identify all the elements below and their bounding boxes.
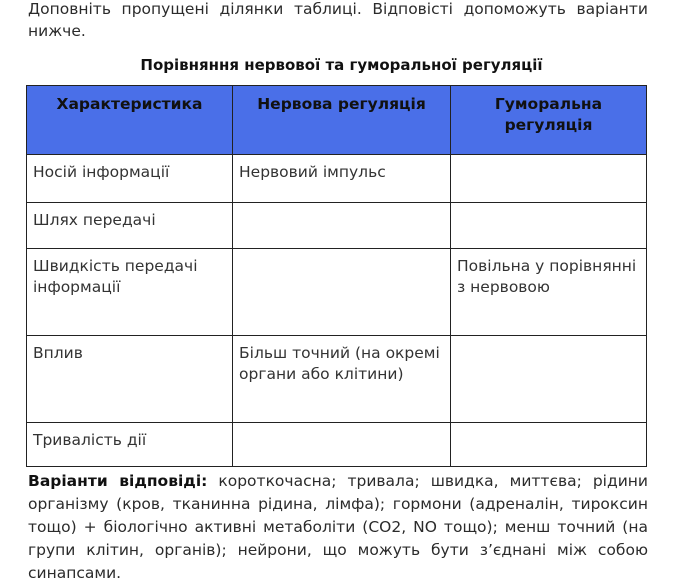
cell-humoral[interactable]: Повільна у порівнянні з нервовою bbox=[451, 249, 647, 336]
answer-options bbox=[28, 470, 648, 585]
table-row bbox=[27, 155, 647, 203]
table-row bbox=[27, 336, 647, 423]
cell-characteristic: Вплив bbox=[27, 336, 233, 423]
cell-humoral[interactable] bbox=[451, 155, 647, 203]
cell-characteristic: Тривалість дії bbox=[27, 423, 233, 467]
header-nervous: Нервова регуляція bbox=[233, 86, 451, 155]
cell-humoral[interactable] bbox=[451, 423, 647, 467]
cell-nervous[interactable] bbox=[233, 423, 451, 467]
cell-characteristic: Носій інформації bbox=[27, 155, 233, 203]
header-humoral: Гуморальна регуляція bbox=[451, 86, 647, 155]
table-row bbox=[27, 249, 647, 336]
cell-humoral[interactable] bbox=[451, 203, 647, 249]
cell-nervous[interactable]: Більш точний (на окремі органи або клітини) bbox=[233, 336, 451, 423]
comparison-table bbox=[26, 85, 647, 467]
cell-characteristic: Швидкість передачі інформації bbox=[27, 249, 233, 336]
cell-humoral[interactable] bbox=[451, 336, 647, 423]
cell-characteristic: Шлях передачі bbox=[27, 203, 233, 249]
answer-options-text: короткочасна; тривала; швидка, миттєва; рідини організму (кров, тканинна рідина, лімфа); гормони (адреналін, тироксин тощо) + біологічно активні метаболіти (CO2, NO тощо); менш точний (на групи клітин, органів); нейрони, що можуть бути з’єднані між собою синапсами. bbox=[28, 472, 648, 582]
cell-nervous[interactable]: Нервовий імпульс bbox=[233, 155, 451, 203]
table-header-row bbox=[27, 86, 647, 155]
cell-nervous[interactable] bbox=[233, 249, 451, 336]
table-row bbox=[27, 203, 647, 249]
instructions-text: Доповніть пропущені ділянки таблиці. Відповісті допоможуть варіанти нижче. bbox=[28, 0, 648, 40]
cell-nervous[interactable] bbox=[233, 203, 451, 249]
table-row bbox=[27, 423, 647, 467]
header-characteristic: Характеристика bbox=[27, 86, 233, 155]
answer-options-label: Варіанти відповіді: bbox=[28, 472, 208, 490]
table-title: Порівняння нервової та гуморальної регуляції bbox=[140, 56, 543, 74]
